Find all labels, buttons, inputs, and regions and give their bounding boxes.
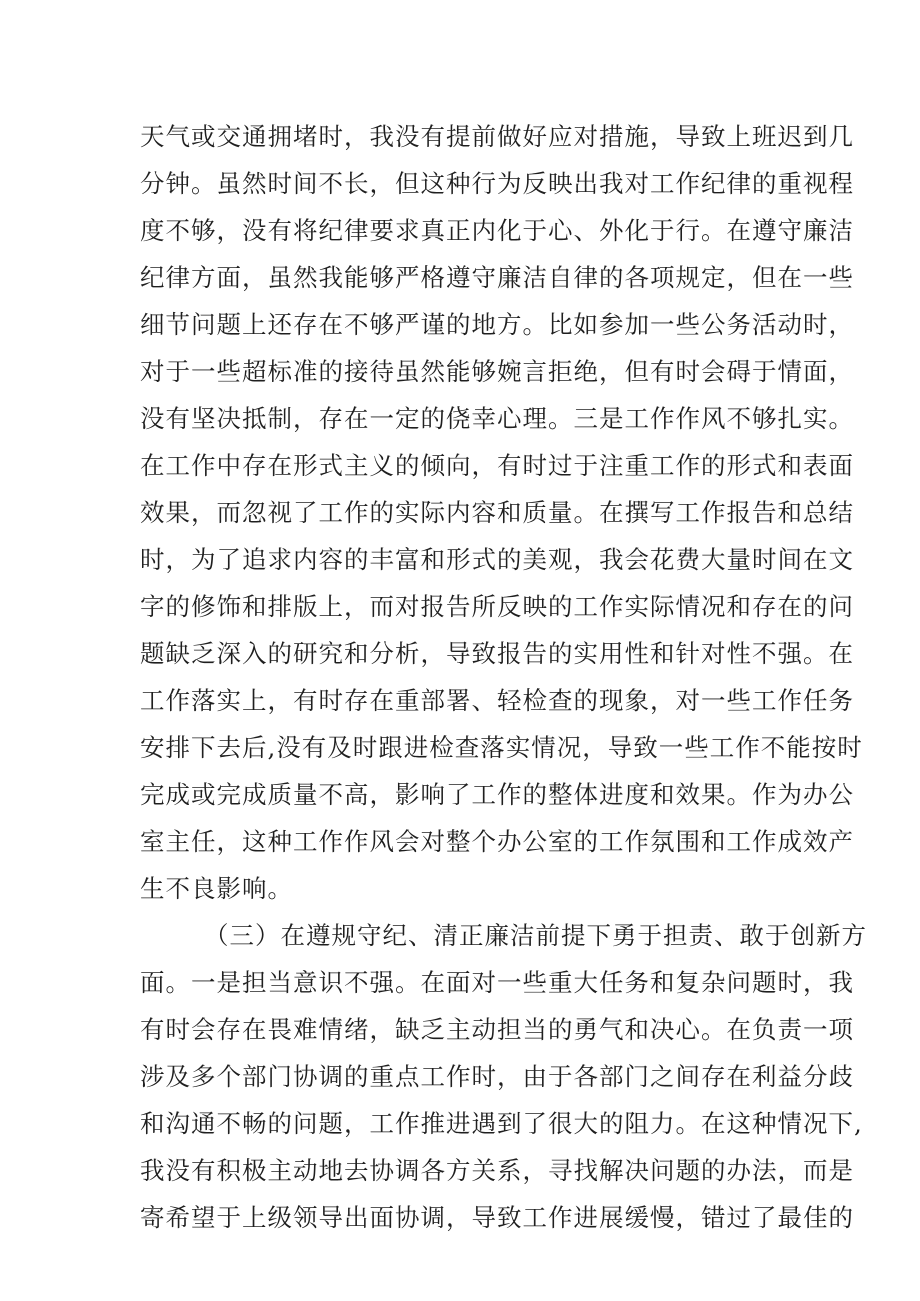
- paragraph-heading-line: （三）在遵规守纪、清正廉洁前提下勇于担责、敢于创新方: [204, 921, 867, 950]
- text-line: 有时会存在畏难情绪，缺乏主动担当的勇气和决心。在负责一项: [140, 1015, 854, 1044]
- text-line: 我没有积极主动地去协调各方关系，寻找解决问题的办法，而是: [140, 1156, 854, 1185]
- text-line: 工作落实上，有时存在重部署、轻检查的现象，对一些工作任务: [140, 686, 854, 715]
- text-line: 面。一是担当意识不强。在面对一些重大任务和复杂问题时，我: [140, 968, 854, 997]
- text-line: 生不良影响。: [140, 874, 293, 903]
- text-line: 安排下去后,没有及时跟进检查落实情况，导致一些工作不能按时: [140, 733, 863, 762]
- text-line: 时，为了追求内容的丰富和形式的美观，我会花费大量时间在文: [140, 545, 854, 574]
- text-line: 涉及多个部门协调的重点工作时，由于各部门之间存在利益分歧: [140, 1062, 854, 1091]
- text-line: 度不够，没有将纪律要求真正内化于心、外化于行。在遵守廉洁: [140, 216, 854, 245]
- text-line: 没有坚决抵制，存在一定的侥幸心理。三是工作作风不够扎实。: [140, 404, 854, 433]
- text-line: 细节问题上还存在不够严谨的地方。比如参加一些公务活动时，: [140, 310, 854, 339]
- text-line: 效果，而忽视了工作的实际内容和质量。在撰写工作报告和总结: [140, 498, 854, 527]
- text-line: 纪律方面，虽然我能够严格遵守廉洁自律的各项规定，但在一些: [140, 263, 854, 292]
- text-line: 在工作中存在形式主义的倾向，有时过于注重工作的形式和表面: [140, 451, 854, 480]
- text-line: 室主任，这种工作作风会对整个办公室的工作氛围和工作成效产: [140, 827, 854, 856]
- text-line: 完成或完成质量不高，影响了工作的整体进度和效果。作为办公: [140, 780, 854, 809]
- text-line: 和沟通不畅的问题，工作推进遇到了很大的阻力。在这种情况下,: [140, 1109, 863, 1138]
- text-line: 字的修饰和排版上，而对报告所反映的工作实际情况和存在的问: [140, 592, 854, 621]
- text-line: 分钟。虽然时间不长，但这种行为反映出我对工作纪律的重视程: [140, 169, 854, 198]
- text-line: 天气或交通拥堵时，我没有提前做好应对措施，导致上班迟到几: [140, 122, 854, 151]
- text-line: 题缺乏深入的研究和分析，导致报告的实用性和针对性不强。在: [140, 639, 854, 668]
- text-line: 寄希望于上级领导出面协调，导致工作进展缓慢，错过了最佳的: [140, 1203, 854, 1232]
- text-line: 对于一些超标准的接待虽然能够婉言拒绝，但有时会碍于情面，: [140, 357, 854, 386]
